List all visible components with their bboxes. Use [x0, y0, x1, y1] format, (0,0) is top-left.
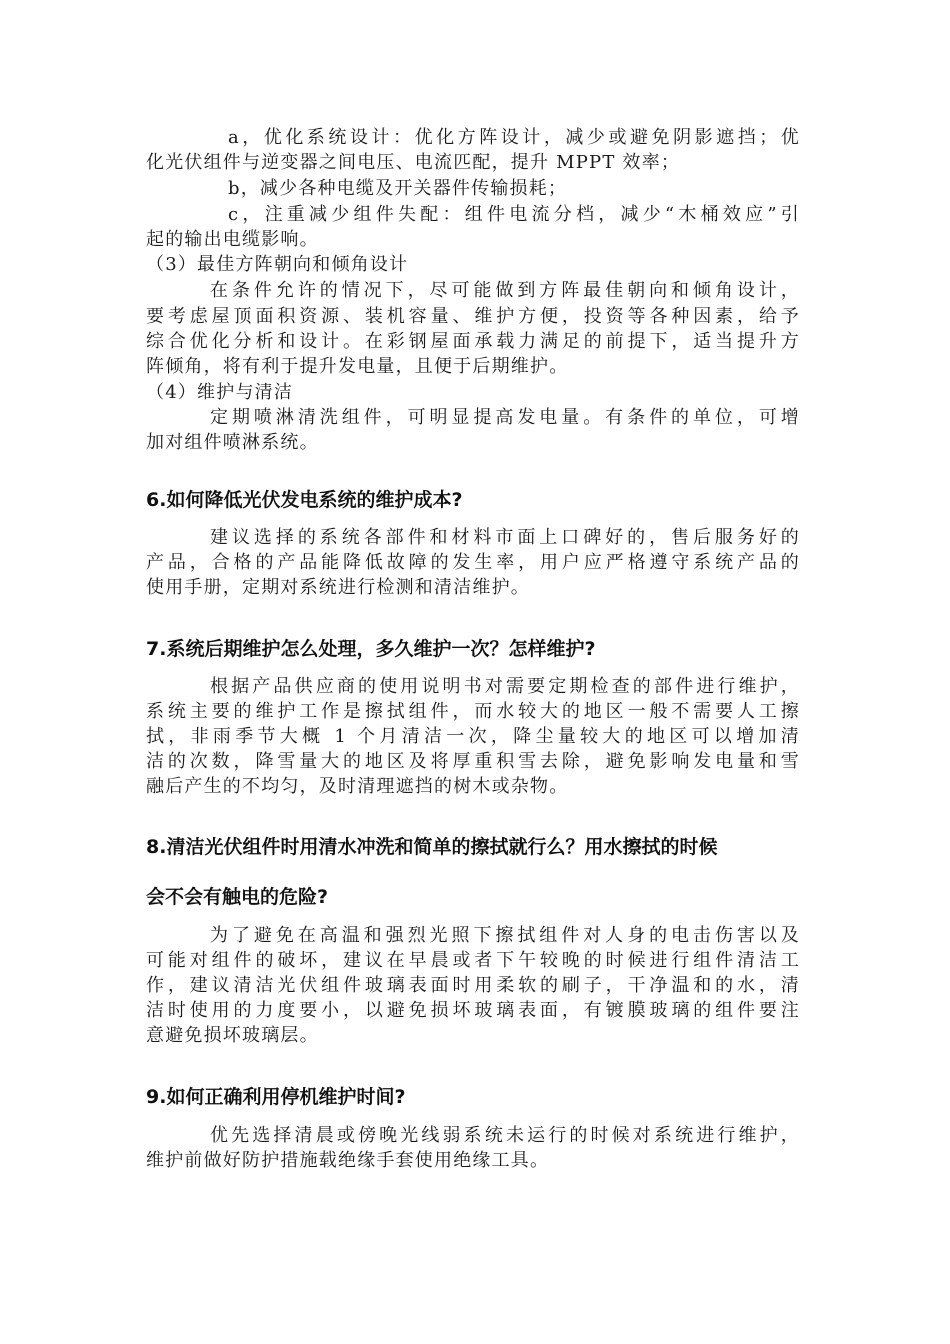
q8-line-1: 为了避免在高温和强烈光照下擦拭组件对人身的电击伤害以及	[210, 925, 800, 946]
q8-heading-line-2: 会不会有触电的危险?	[146, 886, 329, 908]
q8-heading-line-1: 8.清洁光伏组件时用清水冲洗和简单的擦拭就行么？用水擦拭的时候	[146, 836, 718, 858]
item4-line-1: 定期喷淋清洗组件，可明显提高发电量。有条件的单位，可增	[210, 407, 800, 428]
item-a-line-2: 化光伏组件与逆变器之间电压、电流匹配，提升 MPPT 效率；	[146, 152, 681, 173]
q8-line-5: 意避免损坏玻璃层。	[146, 1025, 319, 1046]
q9-line-1: 优先选择清晨或傍晚光线弱系统未运行的时候对系统进行维护，	[210, 1125, 800, 1146]
q8-line-4: 洁时使用的力度要小，以避免损坏玻璃表面，有镀膜玻璃的组件要注	[146, 1000, 800, 1021]
item4-title: （4）维护与清洁	[146, 382, 294, 403]
q6-heading: 6.如何降低光伏发电系统的维护成本?	[146, 489, 463, 511]
q6-line-1: 建议选择的系统各部件和材料市面上口碑好的，售后服务好的	[210, 527, 800, 548]
item-c-line-1: c，注重减少组件失配：组件电流分档，减少“木桶效应”引	[228, 204, 800, 225]
item-a-line-1: a，优化系统设计：优化方阵设计，减少或避免阴影遮挡；优	[228, 127, 800, 148]
q6-line-3: 使用手册，定期对系统进行检测和清洁维护。	[146, 577, 530, 598]
q8-line-3: 作，建议清洁光伏组件玻璃表面时用柔软的刷子，干净温和的水，清	[146, 975, 800, 996]
item3-title: （3）最佳方阵朝向和倾角设计	[146, 254, 409, 275]
q7-line-2: 系统主要的维护工作是擦拭组件，而水较大的地区一般不需要人工擦	[146, 701, 800, 722]
q7-heading: 7.系统后期维护怎么处理，多久维护一次？怎样维护?	[146, 638, 596, 660]
item4-line-2: 加对组件喷淋系统。	[146, 432, 319, 453]
q6-line-2: 产品，合格的产品能降低故障的发生率，用户应严格遵守系统产品的	[146, 552, 800, 573]
q9-heading: 9.如何正确利用停机维护时间?	[146, 1086, 406, 1108]
item-c-line-2: 起的输出电缆影响。	[146, 229, 319, 250]
q7-line-4: 洁的次数，降雪量大的地区及将厚重积雪去除，避免影响发电量和雪	[146, 751, 800, 772]
q7-line-1: 根据产品供应商的使用说明书对需要定期检查的部件进行维护，	[210, 676, 800, 697]
q8-line-2: 可能对组件的破坏，建议在早晨或者下午较晚的时候进行组件清洁工	[146, 950, 800, 971]
item3-line-4: 阵倾角，将有利于提升发电量，且便于后期维护。	[146, 356, 569, 377]
item3-line-1: 在条件允许的情况下，尽可能做到方阵最佳朝向和倾角设计，	[210, 280, 800, 301]
item-b-line: b，减少各种电缆及开关器件传输损耗；	[228, 178, 568, 199]
item3-line-3: 综合优化分析和设计。在彩钢屋面承载力满足的前提下，适当提升方	[146, 331, 800, 352]
q7-line-3: 拭，非雨季节大概 1 个月清洁一次，降尘量较大的地区可以增加清	[146, 726, 800, 747]
q9-line-2: 维护前做好防护措施载绝缘手套使用绝缘工具。	[146, 1150, 550, 1171]
item3-line-2: 要考虑屋顶面积资源、装机容量、维护方便，投资等各种因素，给予	[146, 306, 800, 327]
q7-line-5: 融后产生的不均匀，及时清理遮挡的树木或杂物。	[146, 776, 569, 797]
